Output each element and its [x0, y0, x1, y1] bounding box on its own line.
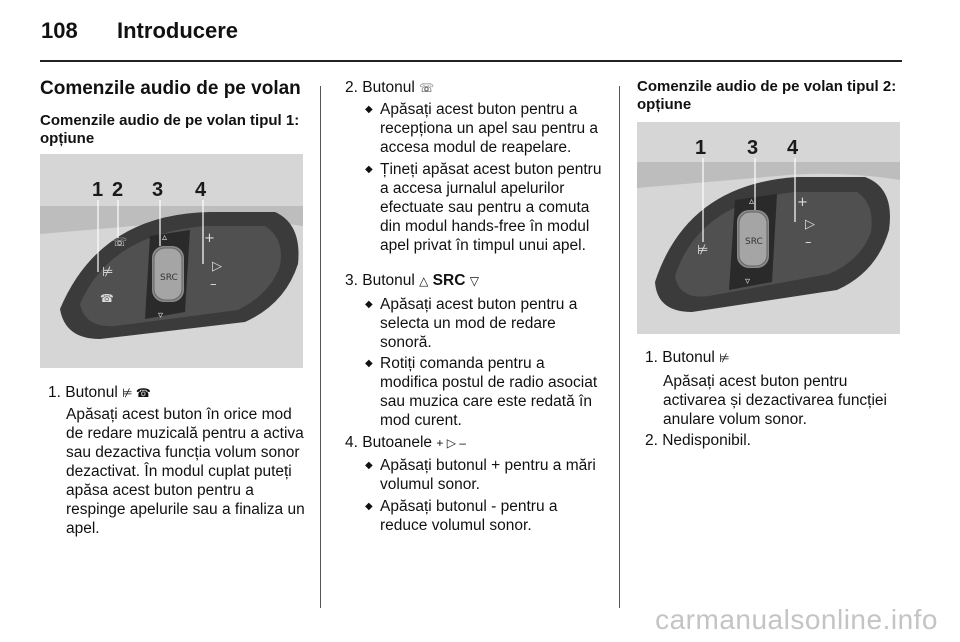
- item4-bullet-2-text: Apăsați butonul - pentru a reduce volumul sonor.: [380, 498, 558, 534]
- svg-text:☏: ☏: [112, 235, 128, 249]
- item3-heading: [345, 271, 479, 291]
- page-number: 108: [41, 18, 78, 43]
- svg-text:▵: ▵: [162, 232, 168, 243]
- svg-text:☎: ☎: [100, 292, 114, 305]
- mute-icon: ⊭: [719, 351, 730, 365]
- mute-hangup-icon: ⊭ ☎: [122, 386, 151, 400]
- svg-text:▿: ▿: [158, 310, 164, 321]
- chapter-title: Introducere: [117, 18, 239, 43]
- item4-bullet-1-text: Apăsați butonul + pentru a mări volumul sonor.: [380, 457, 596, 493]
- svg-text:▷: ▷: [805, 217, 815, 232]
- bullet-diamond-icon: ◆: [365, 104, 373, 115]
- steering-wheel-illustration: [40, 154, 303, 368]
- item2-bullet-1-text: Apăsați acest buton pentru a recepționa un apel sau pentru a accesa modul de reapelare.: [380, 101, 599, 156]
- header-rule: [40, 60, 902, 62]
- item2-label: 2. Butonul: [345, 79, 415, 96]
- section-title: Comenzile audio de pe volan: [40, 78, 301, 99]
- svg-text:SRC: SRC: [160, 273, 178, 283]
- left-item1-label: 1. Butonul: [48, 384, 118, 401]
- item3-label: 3. Butonul: [345, 272, 415, 289]
- fig2-label-3: 3: [747, 137, 759, 159]
- steering-controls-type2-figure: [637, 122, 900, 334]
- svg-text:SRC: SRC: [745, 237, 763, 247]
- column-divider-2: [619, 86, 620, 608]
- svg-text:–: –: [805, 235, 812, 250]
- right-item1-heading: [645, 348, 730, 368]
- bullet-diamond-icon: ◆: [365, 501, 373, 512]
- item4-heading: [345, 433, 466, 453]
- svg-text:–: –: [210, 277, 217, 292]
- item3-bullet-2-text: Rotiți comanda pentru a modifica postul de radio asociat sau muzica care este redată în mod curent.: [380, 355, 598, 429]
- phone-icon: ☏: [419, 81, 435, 95]
- item4-bullet-2: [365, 497, 605, 535]
- item2-bullet-1: [365, 100, 605, 157]
- fig1-label-4: 4: [195, 179, 207, 201]
- svg-text:⊭: ⊭: [102, 265, 114, 280]
- steering-controls-type1-figure: [40, 154, 303, 368]
- svg-text:▵: ▵: [749, 196, 755, 207]
- item2-heading: [345, 78, 434, 98]
- item3-bullet-1-text: Apăsați acest buton pentru a selecta un mod de redare sonoră.: [380, 296, 578, 351]
- bullet-diamond-icon: ◆: [365, 460, 373, 471]
- svg-text:▿: ▿: [745, 276, 751, 287]
- column-divider-1: [320, 86, 321, 608]
- svg-text:+: +: [797, 195, 808, 210]
- item4-label: 4. Butoanele: [345, 434, 433, 451]
- item3-bullet-2: [365, 354, 605, 430]
- bullet-diamond-icon: ◆: [365, 358, 373, 369]
- right-subtitle: Comenzile audio de pe volan tipul 2: opțiune: [637, 78, 897, 113]
- down-arrow-icon: ▽: [469, 274, 479, 288]
- left-item1-heading: [48, 383, 151, 403]
- bullet-diamond-icon: ◆: [365, 164, 373, 175]
- left-subtitle: Comenzile audio de pe volan tipul 1: opțiune: [40, 112, 300, 147]
- item4-bullet-1: [365, 456, 605, 494]
- bullet-diamond-icon: ◆: [365, 299, 373, 310]
- volume-next-icon: + ▷ –: [436, 436, 466, 450]
- svg-text:+: +: [204, 231, 215, 246]
- fig1-label-3: 3: [152, 179, 164, 201]
- fig2-label-1: 1: [695, 137, 707, 159]
- fig2-label-4: 4: [787, 137, 799, 159]
- right-item1-label: 1. Butonul: [645, 349, 715, 366]
- svg-text:⊭: ⊭: [697, 243, 709, 258]
- src-label: SRC: [432, 272, 466, 289]
- steering-wheel-illustration-2: [637, 122, 900, 334]
- up-arrow-icon: △: [419, 274, 429, 288]
- svg-text:▷: ▷: [212, 259, 222, 274]
- left-item1-text: Apăsați acest buton în orice mod de redare muzicală pentru a activa sau dezactiva funcția volum sonor dezactivat. În modul cuplat puteți apăsa acest buton pentru a respinge apelurile sau a finaliza un apel.: [66, 406, 305, 537]
- fig1-label-1: 1: [92, 179, 104, 201]
- right-item1-text: Apăsați acest buton pentru activarea și dezactivarea funcției anulare volum sonor.: [663, 373, 888, 428]
- right-item2: 2. Nedisponibil.: [645, 432, 751, 449]
- watermark: carmanualsonline.info: [655, 604, 938, 635]
- item2-bullet-2: [365, 160, 605, 255]
- item3-bullet-1: [365, 295, 605, 352]
- fig1-label-2: 2: [112, 179, 124, 201]
- item2-bullet-2-text: Țineți apăsat acest buton pentru a accesa jurnalul apelurilor efectuate sau pentru a comuta din modul hands-free în modul apel privat în timpul unui apel.: [380, 161, 602, 254]
